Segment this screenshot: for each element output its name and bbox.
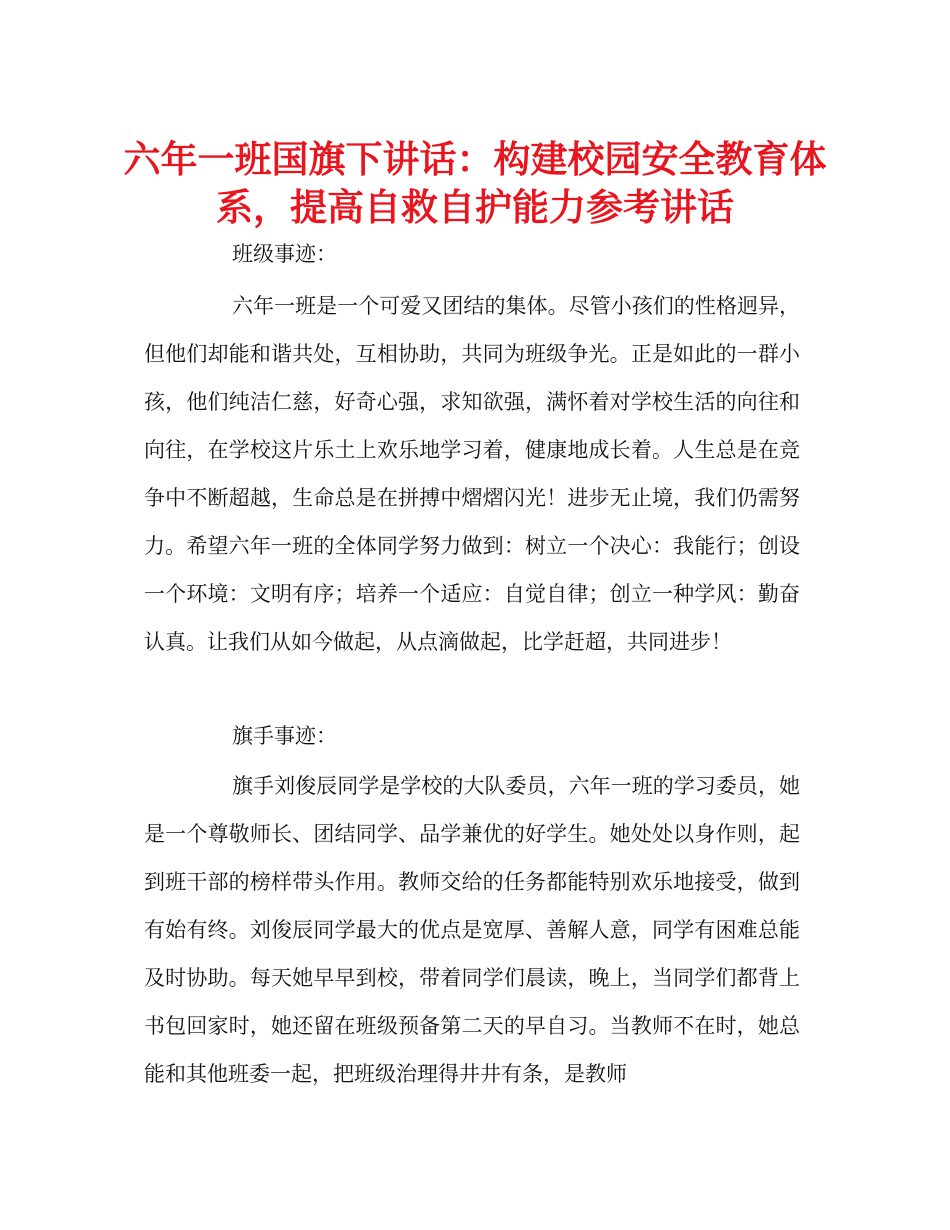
section-label-flag-bearer-deeds: 旗手事迹：	[232, 724, 337, 748]
page-title: 六年一班国旗下讲话：构建校园安全教育体系，提高自救自护能力参考讲话	[123, 138, 827, 229]
paragraph-flag-bearer-deeds: 旗手刘俊辰同学是学校的大队委员，六年一班的学习委员，她是一个尊敬师长、团结同学、品学兼优的好学生。她处处以身作则，起到班干部的榜样带头作用。教师交给的任务都能特别欢乐地接受，做到有始有终。刘俊辰同学最大的优点是宽厚、善解人意，同学有困难总能及时协助。每天她早早到校，带着同学们晨读，晚上，当同学们都背上书包回家时，她还留在班级预备第二天的早自习。当教师不在时，她总能和其他班委一起，把班级治理得井井有条，是教师	[144, 774, 800, 1086]
paragraph-class-deeds: 六年一班是一个可爱又团结的集体。尽管小孩们的性格迥异，但他们却能和谐共处，互相协助，共同为班级争光。正是如此的一群小孩，他们纯洁仁慈，好奇心强，求知欲强，满怀着对学校生活的向往和向往，在学校这片乐土上欢乐地学习着，健康地成长着。人生总是在竞争中不断超越，生命总是在拼搏中熠熠闪光！进步无止境，我们仍需努力。希望六年一班的全体同学努力做到：树立一个决心：我能行；创设一个环境：文明有序；培养一个适应：自觉自律；创立一种学风：勤奋认真。让我们从如今做起，从点滴做起，比学赶超，共同进步！	[144, 294, 800, 654]
section-label-class-deeds: 班级事迹：	[232, 242, 337, 266]
